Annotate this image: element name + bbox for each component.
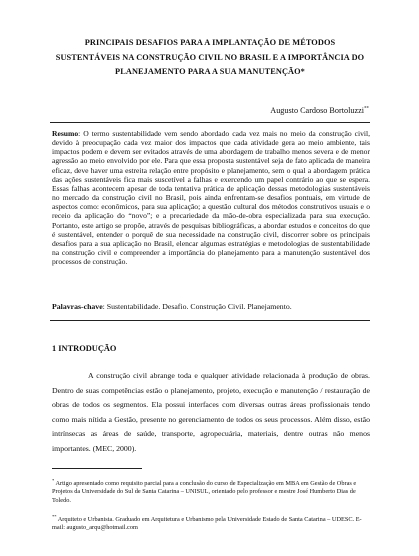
keywords-text: : Sustentabilidade. Desafio. Construção Civil. Planejamento. <box>102 302 292 311</box>
body-paragraph <box>52 369 370 457</box>
author-line <box>270 106 369 115</box>
author-footnote-mark: ** <box>364 106 369 112</box>
footnote-1-mark: * <box>52 478 55 483</box>
abstract-label: Resumo <box>52 129 79 138</box>
abstract-text: : O termo sustentabilidade vem sendo abordado cada vez mais no meio da construção civil, devido à preocupação cada vez maior dos impactos que cada atividade gera ao meio ambiente, tais impactos podem e devem ser evitados através de uma abordagem de trabalho menos severa e de menor agressão ao meio envolvido por ele. Para que essa proposta sustentável seja de fato aplicada de maneira eficaz, deve haver uma estreita relação entre propósito e planejamento, sem o qual a abordagem prática das ações sustentáveis fica mais suscetível a falhas e exercendo um papel contrário ao que se espera. Essas falhas acontecem apesar de toda tentativa prática de aplicação dessas metodologias sustentáveis no mercado da construção civil no Brasil, pois ainda enfrentam-se desafios pontuais, em virtude de aspectos como: econômicos, para sua aplicação; a questão cultural dos métodos construtivos usuais e o receio da aplicação do “novo”; e a precariedade da mão-de-obra especializada para sua execução. Portanto, este artigo se propõe, através de pesquisas bibliográficas, a abordar estudos e conceitos do que é sustentável, entender o porquê de sua necessidade na construção civil, discorrer sobre os principais desafios para a sua aplicação no Brasil, elencar algumas estratégias e metodologias de sustentabilidade na construção civil e compreender a importância do planejamento para a manutenção sustentável dos processos de construção. <box>52 129 370 267</box>
section-heading: 1 INTRODUÇÃO <box>52 344 117 353</box>
keywords <box>52 302 370 311</box>
footnote-2-mark: ** <box>52 514 57 519</box>
footnote-2-text: Arquiteto e Urbanista. Graduado em Arquitetura e Urbanismo pela Universidade Estado de Santa Catarina – UDESC. E-mail: augusto_arqu@hotmail.com <box>52 516 362 532</box>
title-line-3: PLANEJAMENTO PARA A SUA MANUTENÇÃO* <box>115 67 305 76</box>
title-line-2: SUSTENTÁVEIS NA CONSTRUÇÃO CIVIL NO BRASIL E A IMPORTÂNCIA DO <box>55 52 365 62</box>
paper-title <box>50 36 370 80</box>
abstract <box>52 129 370 266</box>
abstract-top-rule <box>50 122 370 123</box>
footnote-1 <box>52 477 370 505</box>
footnote-1-text: Artigo apresentado como requisito parcial para a conclusão do curso de Especialização em MBA em Gestão de Obras e Projetos da Universidade do Sul de Santa Catarina – UNISUL, orientado pelo professor e mestre José Humberto Dias de Toledo. <box>52 480 357 504</box>
body-paragraph-text: A construção civil abrange toda e qualquer atividade relacionada à produção de obras. Dentro de suas competências estão o planejamento, projeto, execução e manutenção / restauração de obras de todos os segmentos. Ela possui interfaces com diversas outras áreas profissionais tendo como mais nítida a Gestão, presente no gerenciamento de todos os seus processos. Além disso, estão intrínsecas as áreas de saúde, transporte, agropecuária, materiais, dentre outras não menos importantes. (MEC, 2000). <box>52 371 370 453</box>
footnote-separator <box>52 468 142 469</box>
keywords-label: Palavras-chave <box>52 302 103 311</box>
title-line-1: PRINCIPAIS DESAFIOS PARA A IMPLANTAÇÃO DE MÉTODOS <box>84 38 336 47</box>
abstract-bottom-rule <box>50 320 370 321</box>
footnote-2 <box>52 513 370 533</box>
author-name: Augusto Cardoso Bortoluzzi <box>270 106 364 115</box>
